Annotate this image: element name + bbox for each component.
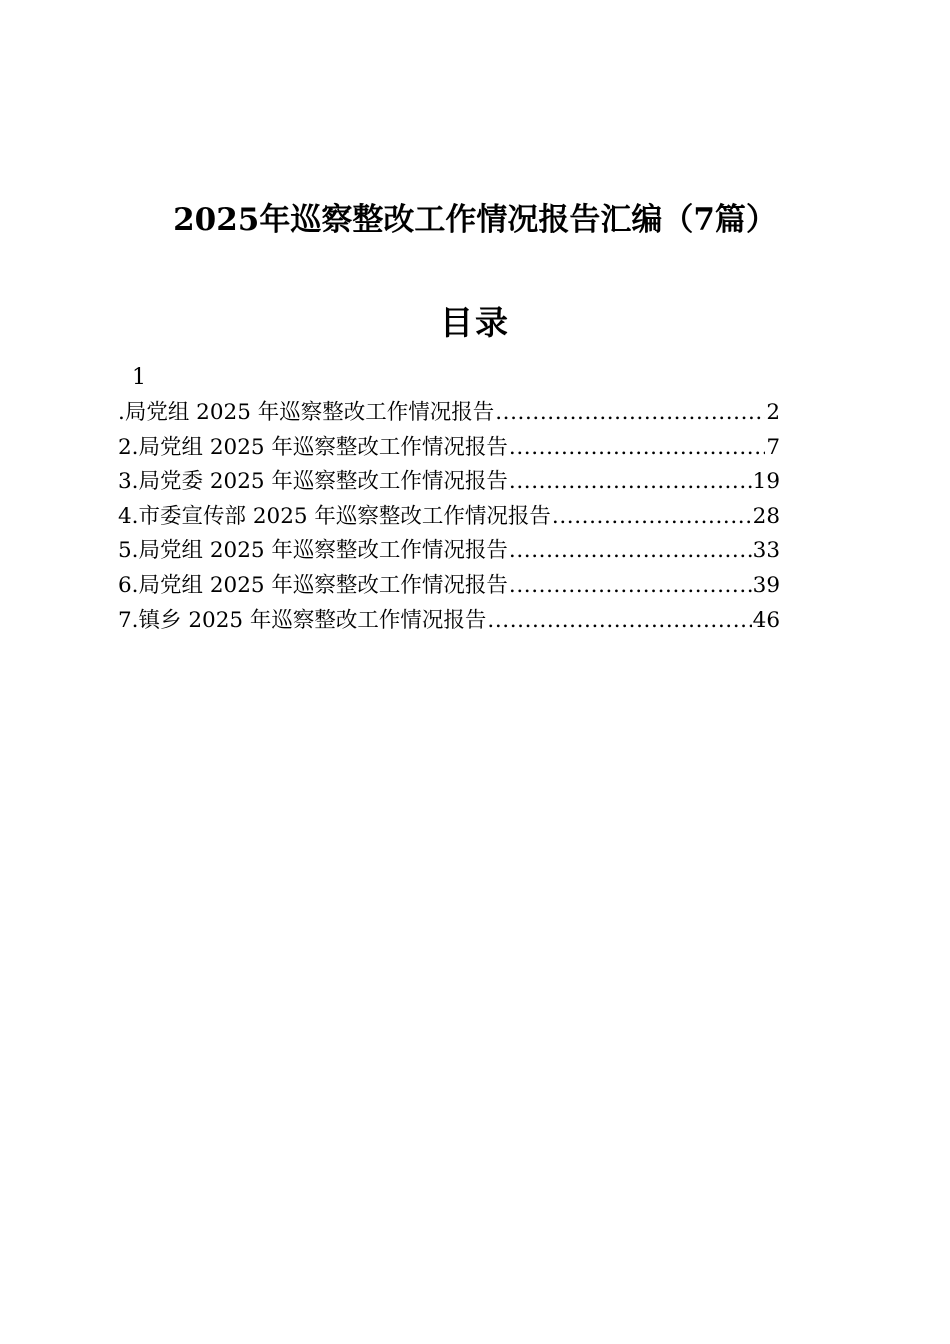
toc-page-number: 19 [752,469,780,495]
toc-entry[interactable] [118,500,780,535]
toc-page-number: 2 [766,400,780,425]
toc-dot-leader [487,604,751,639]
document-title: 2025年巡察整改工作情况报告汇编（7篇） [173,202,777,238]
table-of-contents [118,396,780,638]
toc-dot-leader [495,396,765,431]
toc-dot-leader [552,500,752,535]
toc-dot-leader [509,465,752,500]
toc-entry[interactable] [118,431,780,466]
toc-first-number: 1 [132,365,146,390]
toc-entry-label: 7.镇乡 2025 年巡察整改工作情况报告 [118,607,487,633]
toc-entry[interactable] [118,569,780,604]
toc-entry-label: .局党组 2025 年巡察整改工作情况报告 [118,400,495,425]
toc-page-number: 46 [752,607,780,633]
toc-entry[interactable] [118,604,780,639]
toc-page-number: 39 [752,572,780,598]
toc-entry[interactable] [118,465,780,500]
toc-page-number: 28 [752,503,780,529]
toc-dot-leader [509,431,765,466]
toc-entry[interactable] [118,396,780,431]
toc-dot-leader [509,569,752,604]
toc-dot-leader [509,534,752,569]
toc-entry-label: 5.局党组 2025 年巡察整改工作情况报告 [118,538,508,564]
toc-heading: 目录 [440,303,510,342]
toc-entry-label: 3.局党委 2025 年巡察整改工作情况报告 [118,469,508,495]
toc-page-number: 7 [766,434,780,460]
toc-page-number: 33 [752,538,780,564]
toc-entry[interactable] [118,534,780,569]
toc-entry-label: 4.市委宣传部 2025 年巡察整改工作情况报告 [118,503,551,529]
toc-entry-label: 2.局党组 2025 年巡察整改工作情况报告 [118,434,508,460]
toc-entry-label: 6.局党组 2025 年巡察整改工作情况报告 [118,572,508,598]
